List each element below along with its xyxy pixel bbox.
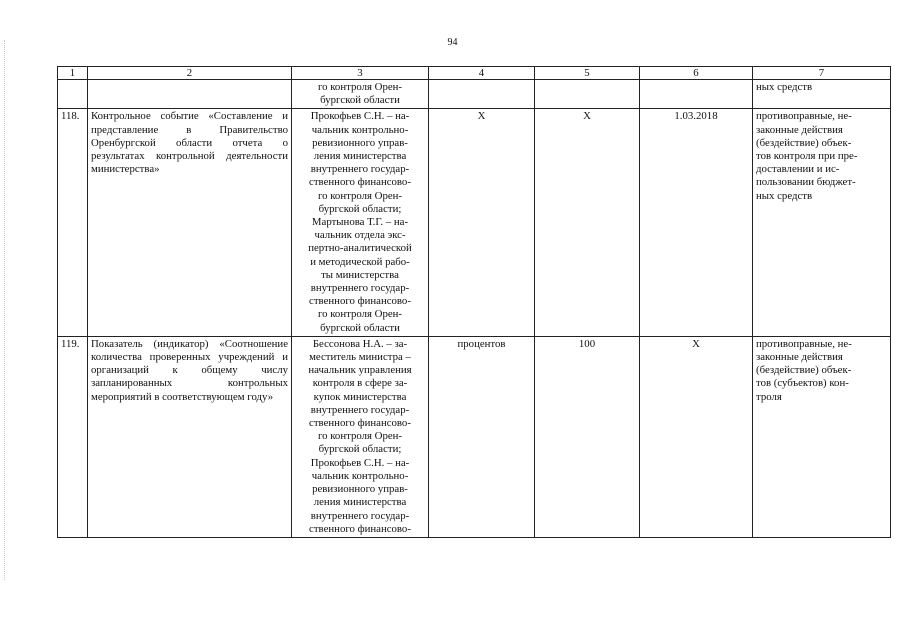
- text-line: троля: [756, 390, 782, 403]
- text-line: Мартынова Т.Г. – на-: [311, 216, 409, 229]
- text-line: Прокофьев С.Н. – на-: [310, 110, 410, 123]
- schedule-table: [57, 66, 891, 538]
- text-line: Бессонова Н.А. – за-: [312, 337, 408, 350]
- unit-cell: Х: [429, 109, 535, 336]
- date-cell: 1.03.2018: [640, 109, 753, 336]
- text-line: (бездействие) объек-: [756, 364, 852, 377]
- text-line: го контроля Орен-: [317, 81, 403, 93]
- text-line: го контроля Орен-: [317, 189, 403, 202]
- text-line: законные действия: [756, 123, 843, 136]
- risk-cell: [753, 336, 891, 537]
- column-header: 3: [292, 67, 429, 80]
- text-line: внутреннего государ-: [310, 163, 410, 176]
- risk-cell: [753, 109, 891, 336]
- row-number-cell: 118.: [58, 109, 88, 336]
- text-line: чальник контрольно-: [311, 469, 409, 482]
- text-line: бургской области;: [318, 202, 402, 215]
- event-cell: Показатель (индикатор) «Соотношение количества проверенных учреждений и организаций к общему числу запланированных контрольных мероприятий в соответствующем году»: [88, 336, 292, 537]
- text-line: меститель министра –: [309, 351, 411, 364]
- text-line: ления министерства: [313, 496, 407, 509]
- column-header: 4: [429, 67, 535, 80]
- text-line: ственного финансово-: [309, 522, 411, 535]
- value-cell: 100: [535, 336, 640, 537]
- event-cell: [88, 80, 292, 109]
- continuation-row: [58, 80, 891, 109]
- text-line: Прокофьев С.Н. – на-: [310, 456, 410, 469]
- text-line: внутреннего государ-: [310, 282, 410, 295]
- text-line: пертно-аналитической: [308, 242, 412, 255]
- row-number-cell: 119.: [58, 336, 88, 537]
- responsible-cell: [292, 109, 429, 336]
- responsible-cell: [292, 336, 429, 537]
- text-line: ревизионного управ-: [312, 483, 408, 496]
- text-line: пользовании бюджет-: [756, 176, 856, 189]
- text-line: законные действия: [756, 351, 843, 364]
- unit-cell: [429, 80, 535, 109]
- column-header: 7: [753, 67, 891, 80]
- text-line: начальник управления: [308, 364, 412, 377]
- risk-cell: [753, 80, 891, 109]
- text-line: чальник контрольно-: [311, 123, 409, 136]
- text-line: бургской области;: [318, 443, 402, 456]
- text-line: (бездействие) объек-: [756, 136, 852, 149]
- column-header: 5: [535, 67, 640, 80]
- text-line: и методической рабо-: [310, 255, 410, 268]
- table-row: [58, 109, 891, 336]
- responsible-cell: [292, 80, 429, 109]
- unit-cell: процентов: [429, 336, 535, 537]
- text-line: бургской области: [320, 94, 400, 107]
- text-line: ственного финансово-: [309, 176, 411, 189]
- value-cell: Х: [535, 109, 640, 336]
- text-line: тов контроля при пре-: [756, 150, 858, 163]
- text-line: ления министерства: [313, 150, 407, 163]
- text-line: внутреннего государ-: [310, 509, 410, 522]
- text-line: противоправные, не-: [756, 337, 852, 350]
- date-cell: Х: [640, 336, 753, 537]
- text-line: контроля в сфере за-: [312, 377, 408, 390]
- text-line: ственного финансово-: [309, 295, 411, 308]
- table-row: [58, 336, 891, 537]
- text-line: бургской области: [320, 321, 400, 334]
- text-line: доставлении и ис-: [756, 163, 840, 176]
- text-line: ты министерства: [321, 268, 399, 281]
- text-line: ных средств: [756, 189, 813, 202]
- text-line: противоправные, не-: [756, 110, 852, 123]
- column-header: 2: [88, 67, 292, 80]
- row-number-cell: [58, 80, 88, 109]
- text-line: ственного финансово-: [309, 417, 411, 430]
- date-cell: [640, 80, 753, 109]
- text-line: ных средств: [756, 81, 813, 93]
- text-line: чальник отдела экс-: [314, 229, 406, 242]
- text-line: го контроля Орен-: [317, 308, 403, 321]
- text-line: купок министерства: [313, 390, 407, 403]
- scan-margin-marks: [4, 40, 7, 580]
- event-cell: Контрольное событие «Составление и представление в Правительство Оренбургской области отчета о результатах контрольной деятельности министерства»: [88, 109, 292, 336]
- text-line: внутреннего государ-: [310, 403, 410, 416]
- column-number-row: [58, 67, 891, 80]
- column-header: 1: [58, 67, 88, 80]
- text-line: го контроля Орен-: [317, 430, 403, 443]
- value-cell: [535, 80, 640, 109]
- text-line: ревизионного управ-: [312, 136, 408, 149]
- column-header: 6: [640, 67, 753, 80]
- text-line: тов (субъектов) кон-: [756, 377, 849, 390]
- page-number: 94: [447, 37, 458, 48]
